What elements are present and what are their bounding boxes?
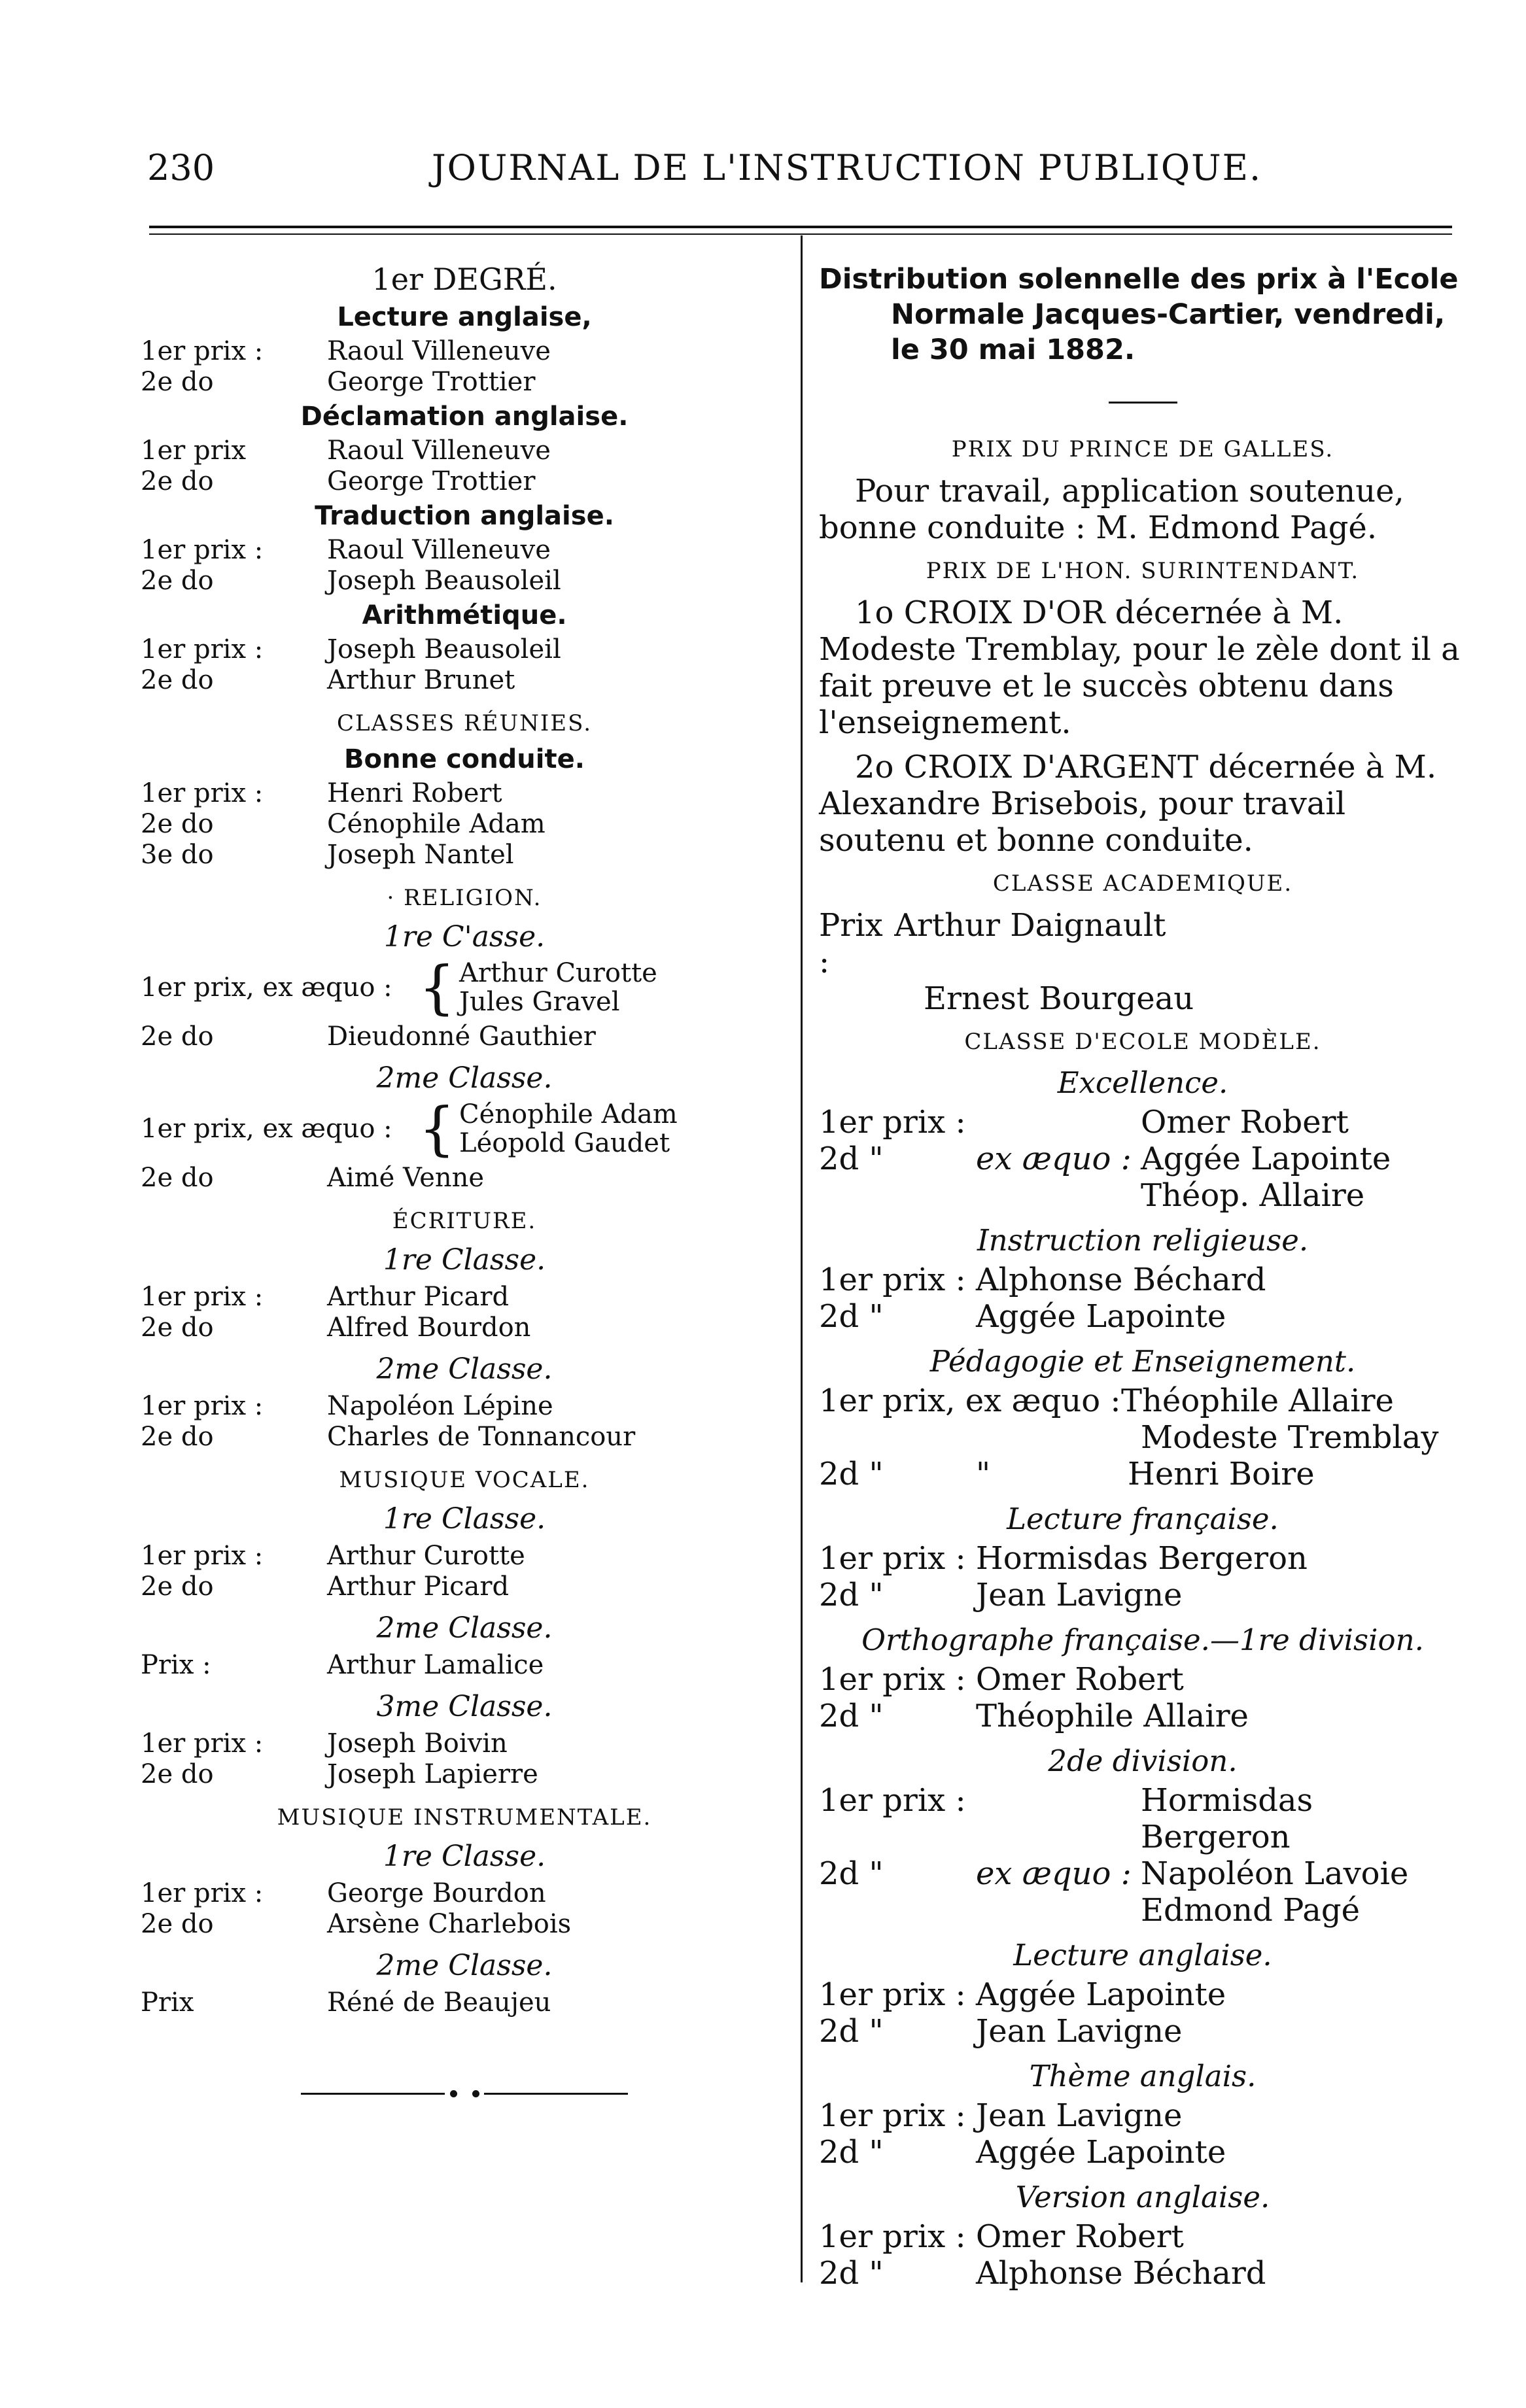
section-heading: ÉCRITURE. <box>392 1208 537 1234</box>
section-heading: PRIX DU PRINCE DE GALLES. <box>951 436 1334 462</box>
subject-heading: Lecture française. <box>1007 1502 1279 1536</box>
ex-aequo-row: 1er prix, ex æquo : { Arthur Curotte Jules Gravel <box>141 954 657 1021</box>
prize-row: 2e do Cénophile Adam <box>141 809 546 839</box>
ex-aequo-row: 1er prix, ex æquo : { Cénophile Adam Léopold Gaudet <box>141 1095 678 1162</box>
class-heading: 2me Classe. <box>376 1061 553 1095</box>
prize-row: Théop. Allaire <box>1141 1177 1365 1214</box>
section-heading: MUSIQUE INSTRUMENTALE. <box>277 1804 652 1831</box>
brace-icon: { <box>419 1095 455 1162</box>
prize-row: 1er prix : Raoul Villeneuve <box>141 336 551 366</box>
prize-row: 2e do Joseph Beausoleil <box>141 566 561 596</box>
subject-heading: Instruction religieuse. <box>977 1223 1309 1258</box>
prize-row: 1er prix : Hormisdas Bergeron <box>819 1782 1313 1855</box>
subject-heading: Traduction anglaise. <box>315 501 614 531</box>
prize-row: 1er prix : Omer Robert <box>819 2218 1184 2255</box>
prize-row: 1er prix : Raoul Villeneuve <box>141 535 551 565</box>
prize-row: 2e do Joseph Lapierre <box>141 1759 538 1789</box>
class-heading: 1re Classe. <box>383 1502 546 1536</box>
section-heading: · RELIGION. <box>387 885 542 911</box>
prize-row: 1er prix, ex æquo : Théophile Allaire <box>819 1383 1394 1419</box>
prize-row: 2d " Alphonse Béchard <box>819 2255 1266 2292</box>
prize-row: 3e do Joseph Nantel <box>141 840 514 870</box>
section-heading: CLASSE ACADEMIQUE. <box>992 870 1293 897</box>
article-title: Distribution solennelle des prix à l'Ecole Normale Jacques-Cartier, vendredi, le 30 mai 1882. <box>819 263 1459 366</box>
degree-heading: 1er DEGRÉ. <box>372 262 557 297</box>
paragraph: Pour travail, application soutenue, bonne conduite : M. Edmond Pagé. <box>819 473 1404 546</box>
subject-heading: Déclamation anglaise. <box>300 402 629 432</box>
prize-row: 2d " Jean Lavigne <box>819 2013 1183 2050</box>
prize-row: 2d " Théophile Allaire <box>819 1698 1249 1734</box>
prize-row: 2e do Arthur Brunet <box>141 665 515 695</box>
prize-row: 1er prix : Arthur Curotte <box>141 1541 525 1571</box>
class-heading: 1re Classe. <box>383 1243 546 1277</box>
prize-row: 1er prix Raoul Villeneuve <box>141 436 551 466</box>
class-heading: 2me Classe. <box>376 1611 553 1645</box>
class-heading: 1re Classe. <box>383 1840 546 1873</box>
prize-row: 2e do Aimé Venne <box>141 1163 485 1193</box>
subject-heading: Orthographe française.—1re division. <box>861 1623 1424 1657</box>
subject-heading: Pédagogie et Enseignement. <box>929 1344 1356 1379</box>
header-rule <box>149 226 1452 235</box>
prize-row: 2e do Dieudonné Gauthier <box>141 1022 596 1052</box>
prize-row: 1er prix : Napoléon Lépine <box>141 1391 553 1421</box>
section-heading: CLASSE D'ECOLE MODÈLE. <box>964 1029 1321 1055</box>
title-dash <box>1109 402 1177 404</box>
prize-row: 2e do Arthur Picard <box>141 1572 510 1602</box>
prize-row: Prix : Arthur Daignault <box>819 907 1166 980</box>
prize-row: 2e do George Trottier <box>141 367 536 397</box>
class-heading: 2me Classe. <box>376 1949 553 1982</box>
prize-row: Prix Réné de Beaujeu <box>141 1987 551 2018</box>
class-heading: 2me Classe. <box>376 1352 553 1386</box>
subject-heading: Version anglaise. <box>1015 2180 1270 2214</box>
class-heading: 1re C'asse. <box>383 920 546 954</box>
section-heading: MUSIQUE VOCALE. <box>339 1467 590 1493</box>
end-ornament <box>301 2090 628 2097</box>
prize-row: 1er prix : Hormisdas Bergeron <box>819 1540 1308 1577</box>
prize-row: 1er prix : George Bourdon <box>141 1878 546 1908</box>
section-heading: PRIX DE L'HON. SURINTENDANT. <box>926 558 1360 584</box>
prize-row: 1er prix : Omer Robert <box>819 1104 1349 1141</box>
section-heading: CLASSES RÉUNIES. <box>336 710 592 736</box>
class-heading: 3me Classe. <box>376 1690 553 1723</box>
prize-row: 2d " " Henri Boire <box>819 1456 1315 1492</box>
paragraph: 1o CROIX D'OR décernée à M. Modeste Tremblay, pour le zèle dont il a fait preuve et le succès obtenu dans l'enseignement. <box>819 594 1460 741</box>
prize-row: 1er prix : Jean Lavigne <box>819 2097 1183 2134</box>
column-divider <box>801 235 803 2282</box>
paragraph: 2o CROIX D'ARGENT décernée à M. Alexandre Brisebois, pour travail soutenu et bonne conduite. <box>819 749 1437 859</box>
prize-row: 1er prix : Omer Robert <box>819 1661 1184 1698</box>
prize-row: 1er prix : Arthur Picard <box>141 1282 510 1312</box>
prize-row: Prix : Arthur Lamalice <box>141 1650 544 1680</box>
prize-row: 1er prix : Aggée Lapointe <box>819 1976 1226 2013</box>
subject-heading: Lecture anglaise, <box>337 302 592 332</box>
prize-row: Modeste Tremblay <box>1141 1419 1439 1456</box>
prize-row: Ernest Bourgeau <box>924 980 1194 1017</box>
prize-row: 2e do Charles de Tonnancour <box>141 1422 636 1452</box>
prize-row: 2e do Arsène Charlebois <box>141 1909 572 1939</box>
left-column <box>141 262 788 2097</box>
subject-heading: Excellence. <box>1057 1065 1228 1100</box>
brace-icon: { <box>419 954 455 1021</box>
prize-row: 2e do Alfred Bourdon <box>141 1313 531 1343</box>
prize-row: 1er prix : Alphonse Béchard <box>819 1262 1266 1298</box>
prize-row: 2d " Aggée Lapointe <box>819 2134 1226 2171</box>
right-column <box>819 262 1466 2292</box>
prize-row: 2e do George Trottier <box>141 466 536 496</box>
subject-heading: Lecture anglaise. <box>1013 1938 1272 1972</box>
prize-row: 1er prix : Joseph Boivin <box>141 1729 508 1759</box>
page-header <box>0 147 1526 213</box>
subject-heading: Arithmétique. <box>362 600 567 630</box>
prize-row: 2d " ex æquo : Napoléon Lavoie <box>819 1855 1409 1892</box>
prize-row: Edmond Pagé <box>1141 1892 1360 1929</box>
prize-row: 1er prix : Joseph Beausoleil <box>141 634 561 664</box>
page-number: 230 <box>147 147 215 188</box>
prize-row: 1er prix : Henri Robert <box>141 778 502 808</box>
running-title: JOURNAL DE L'INSTRUCTION PUBLIQUE. <box>432 147 1262 188</box>
prize-row: 2d " Aggée Lapointe <box>819 1298 1226 1335</box>
prize-row: 2d " Jean Lavigne <box>819 1577 1183 1613</box>
subject-heading: Thème anglais. <box>1029 2059 1257 2093</box>
prize-row: 2d " ex æquo : Aggée Lapointe <box>819 1141 1391 1177</box>
subject-heading: 2de division. <box>1048 1744 1238 1778</box>
subject-heading: Bonne conduite. <box>344 744 585 774</box>
